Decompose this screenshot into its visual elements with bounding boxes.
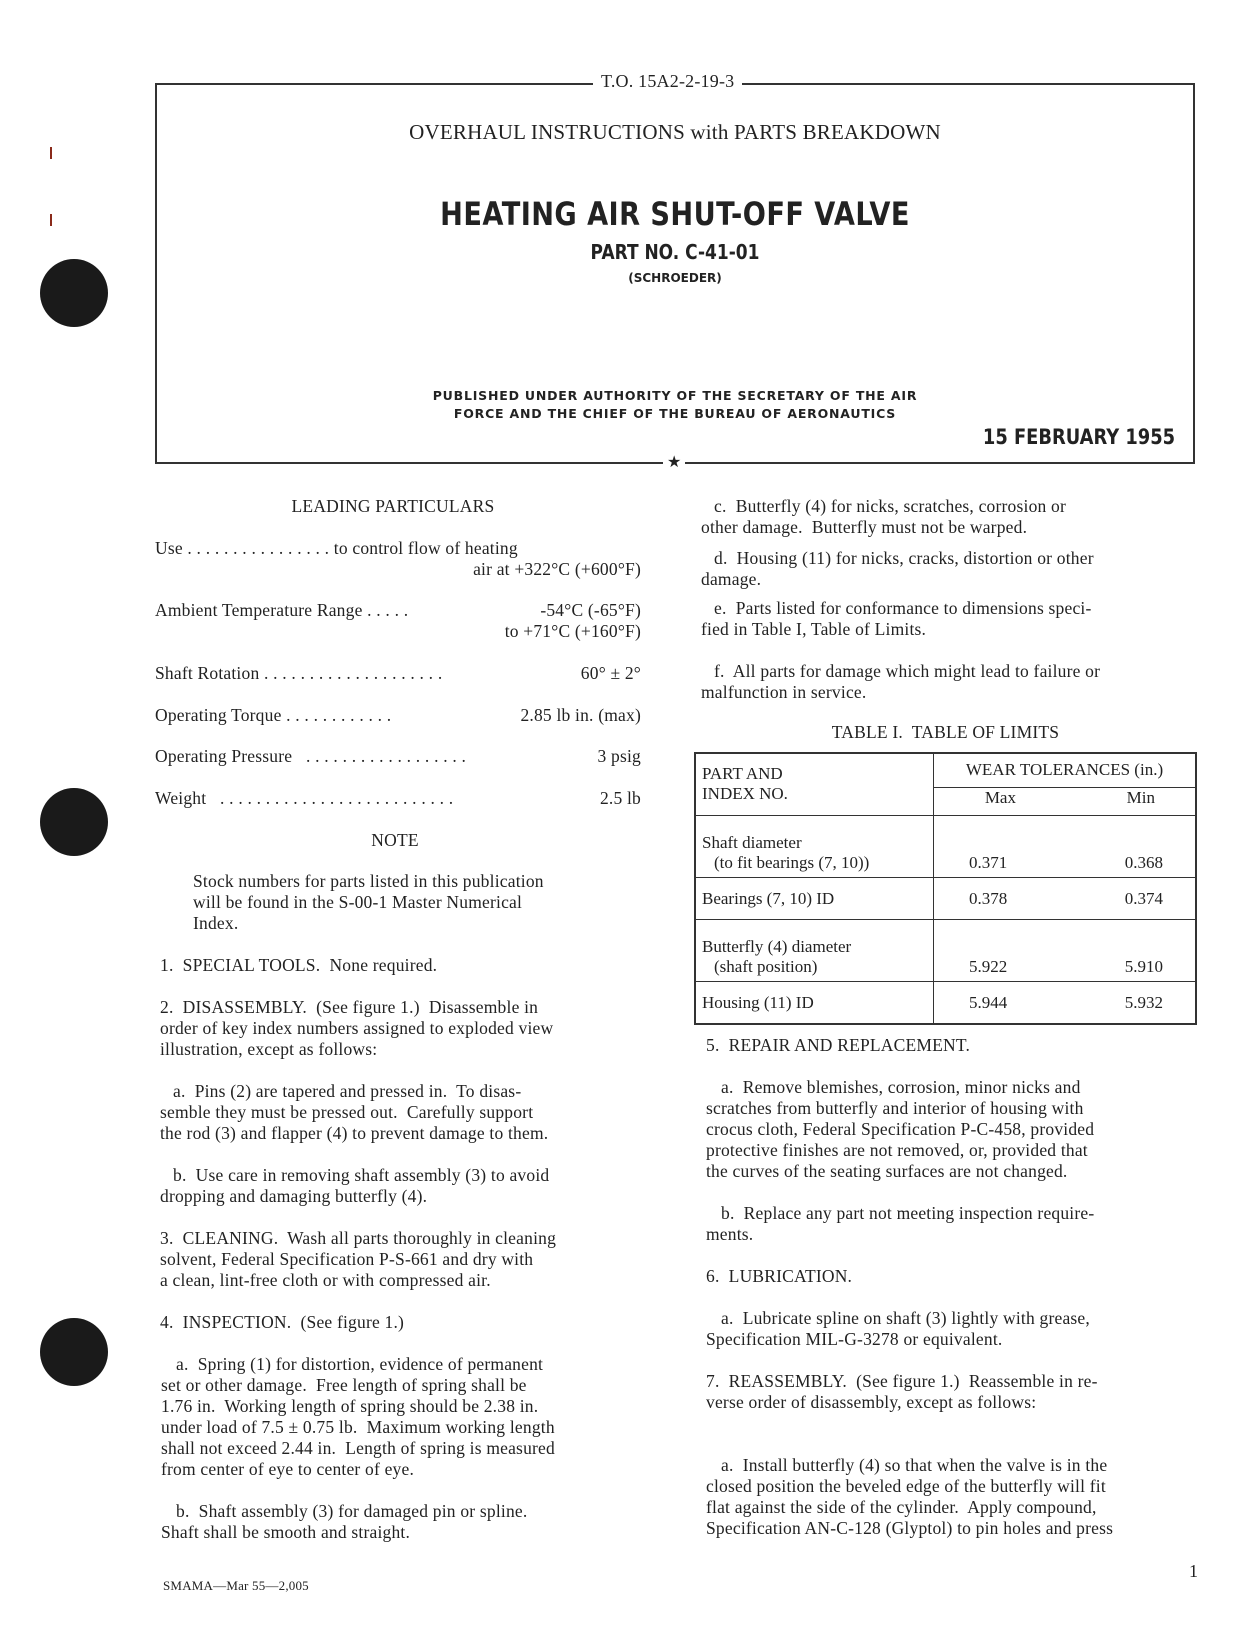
- inspection-a-line: shall not exceed 2.44 in. Length of spring is measured: [161, 1438, 555, 1458]
- shaft-rotation-label: Shaft Rotation . . . . . . . . . . . . . . . . . . . .: [155, 663, 443, 683]
- binder-hole-bottom: [40, 1318, 108, 1386]
- lubrication-a-line: Specification MIL-G-3278 or equivalent.: [706, 1329, 1003, 1349]
- table-row: [695, 920, 1196, 982]
- inspection-c-line: c. Butterfly (4) for nicks, scratches, corrosion or: [714, 496, 1067, 516]
- inspection-f-line: malfunction in service.: [701, 682, 867, 702]
- margin-mark: [50, 147, 52, 159]
- table-row: [695, 877, 1196, 919]
- table-of-limits: [694, 752, 1197, 1025]
- repair-b-line: b. Replace any part not meeting inspection require-: [721, 1203, 1095, 1223]
- header-max: Max: [934, 787, 1067, 815]
- repair-a-line: a. Remove blemishes, corrosion, minor nicks and: [721, 1077, 1081, 1097]
- inspection-a-line: set or other damage. Free length of spring shall be: [161, 1375, 527, 1395]
- max-cell: 0.371: [934, 815, 1067, 877]
- max-cell: 5.922: [934, 920, 1067, 982]
- manufacturer: (SCHROEDER): [628, 271, 722, 285]
- min-cell: 5.932: [1067, 982, 1196, 1024]
- disassembly-b-line: dropping and damaging butterfly (4).: [160, 1186, 428, 1206]
- repair-a-line: scratches from butterfly and interior of housing with: [706, 1098, 1084, 1118]
- header-part-line: PART AND: [702, 764, 783, 784]
- ambient-value-1: -54°C (-65°F): [540, 600, 641, 620]
- authority-line-1: PUBLISHED UNDER AUTHORITY OF THE SECRETARY OF THE AIR: [432, 388, 918, 403]
- star-mark: ★: [663, 452, 685, 472]
- inspection-f-line: f. All parts for damage which might lead to failure or: [714, 661, 1101, 681]
- note-line: Stock numbers for parts listed in this publication: [193, 871, 544, 891]
- document-title: HEATING AIR SHUT-OFF VALVE: [440, 195, 910, 233]
- disassembly-a-line: a. Pins (2) are tapered and pressed in. To disas-: [173, 1081, 522, 1101]
- torque-value: 2.85 lb in. (max): [520, 705, 641, 725]
- series-title: OVERHAUL INSTRUCTIONS with PARTS BREAKDOWN: [409, 120, 941, 144]
- weight-label: Weight . . . . . . . . . . . . . . . . . . . . . . . . . .: [155, 788, 454, 808]
- table-title: TABLE I. TABLE OF LIMITS: [831, 722, 1060, 742]
- part-cell: [695, 982, 934, 1024]
- cleaning-line: a clean, lint-free cloth or with compressed air.: [160, 1270, 491, 1290]
- torque-label: Operating Torque . . . . . . . . . . . .: [155, 705, 392, 725]
- header-part: [695, 753, 934, 815]
- header-min: Min: [1067, 787, 1196, 815]
- doc-number: T.O. 15A2-2-19-3: [593, 71, 742, 92]
- repair-a-line: the curves of the seating surfaces are not changed.: [706, 1161, 1068, 1181]
- disassembly-a-line: semble they must be pressed out. Carefully support: [160, 1102, 534, 1122]
- inspection-a-line: under load of 7.5 ± 0.75 lb. Maximum working length: [161, 1417, 555, 1437]
- lubrication-a-line: a. Lubricate spline on shaft (3) lightly with grease,: [721, 1308, 1090, 1328]
- ambient-label: Ambient Temperature Range . . . . .: [155, 600, 409, 620]
- part-line: Bearings (7, 10) ID: [702, 888, 835, 908]
- weight-value: 2.5 lb: [599, 788, 641, 808]
- inspection-c-line: other damage. Butterfly must not be warped.: [701, 517, 1028, 537]
- reassembly-a-line: a. Install butterfly (4) so that when the valve is in the: [721, 1455, 1108, 1475]
- inspection-b-line: b. Shaft assembly (3) for damaged pin or spline.: [176, 1501, 528, 1521]
- page-number: 1: [1189, 1561, 1199, 1581]
- repair-a-line: protective finishes are not removed, or, provided that: [706, 1140, 1088, 1160]
- inspection-b-line: Shaft shall be smooth and straight.: [161, 1522, 411, 1542]
- table-row: [695, 815, 1196, 877]
- inspection-e-line: fied in Table I, Table of Limits.: [701, 619, 927, 639]
- part-line: (to fit bearings (7, 10)): [714, 852, 870, 872]
- disassembly-a-line: the rod (3) and flapper (4) to prevent damage to them.: [160, 1123, 549, 1143]
- note-line: will be found in the S-00-1 Master Numerical: [193, 892, 523, 912]
- header-part-line: INDEX NO.: [702, 784, 788, 804]
- lubrication-heading: 6. LUBRICATION.: [706, 1266, 853, 1286]
- shaft-rotation-value: 60° ± 2°: [580, 663, 641, 683]
- header-wear: WEAR TOLERANCES (in.): [934, 753, 1197, 787]
- inspection-a-line: 1.76 in. Working length of spring should be 2.38 in.: [161, 1396, 539, 1416]
- reassembly-a-line: flat against the side of the cylinder. Apply compound,: [706, 1497, 1097, 1517]
- inspection-d-line: damage.: [701, 569, 762, 589]
- max-cell: 5.944: [934, 982, 1067, 1024]
- cleaning-line: solvent, Federal Specification P-S-661 and dry with: [160, 1249, 534, 1269]
- note-heading: NOTE: [371, 830, 419, 850]
- inspection-e-line: e. Parts listed for conformance to dimensions speci-: [714, 598, 1092, 618]
- inspection-a-line: a. Spring (1) for distortion, evidence of permanent: [176, 1354, 544, 1374]
- reassembly-a-line: Specification AN-C-128 (Glyptol) to pin holes and press: [706, 1518, 1114, 1538]
- footer-code: SMAMA—Mar 55—2,005: [163, 1578, 309, 1593]
- publication-date: 15 FEBRUARY 1955: [982, 425, 1175, 449]
- inspection-heading: 4. INSPECTION. (See figure 1.): [160, 1312, 405, 1332]
- special-tools: 1. SPECIAL TOOLS. None required.: [160, 955, 438, 975]
- note-line: Index.: [193, 913, 239, 933]
- part-cell: [695, 920, 934, 982]
- disassembly-line: order of key index numbers assigned to exploded view: [160, 1018, 554, 1038]
- binder-hole-middle: [40, 788, 108, 856]
- part-line: Housing (11) ID: [702, 992, 814, 1012]
- part-line: Shaft diameter: [702, 832, 802, 852]
- repair-a-line: crocus cloth, Federal Specification P-C-458, provided: [706, 1119, 1095, 1139]
- min-cell: 0.368: [1067, 815, 1196, 877]
- part-cell: [695, 815, 934, 877]
- use-label: Use . . . . . . . . . . . . . . . . to control flow of heating: [155, 538, 518, 558]
- reassembly-line: verse order of disassembly, except as follows:: [706, 1392, 1037, 1412]
- margin-mark: [50, 214, 52, 226]
- table-row: [695, 982, 1196, 1024]
- repair-b-line: ments.: [706, 1224, 754, 1244]
- binder-hole-top: [40, 259, 108, 327]
- inspection-a-line: from center of eye to center of eye.: [161, 1459, 415, 1479]
- leading-particulars-heading: LEADING PARTICULARS: [291, 496, 495, 516]
- ambient-value-2: to +71°C (+160°F): [504, 621, 641, 641]
- reassembly-line: 7. REASSEMBLY. (See figure 1.) Reassemble in re-: [706, 1371, 1098, 1391]
- max-cell: 0.378: [934, 877, 1067, 919]
- authority-line-2: FORCE AND THE CHIEF OF THE BUREAU OF AERONAUTICS: [453, 406, 897, 421]
- disassembly-line: 2. DISASSEMBLY. (See figure 1.) Disassemble in: [160, 997, 539, 1017]
- inspection-d-line: d. Housing (11) for nicks, cracks, distortion or other: [714, 548, 1094, 568]
- repair-heading: 5. REPAIR AND REPLACEMENT.: [706, 1035, 971, 1055]
- use-value: air at +322°C (+600°F): [473, 559, 641, 579]
- part-line: Butterfly (4) diameter: [702, 937, 852, 957]
- pressure-value: 3 psig: [597, 746, 641, 766]
- reassembly-a-line: closed position the beveled edge of the butterfly will fit: [706, 1476, 1106, 1496]
- disassembly-line: illustration, except as follows:: [160, 1039, 378, 1059]
- part-number: PART NO. C-41-01: [590, 240, 760, 264]
- cleaning-line: 3. CLEANING. Wash all parts thoroughly in cleaning: [160, 1228, 557, 1248]
- min-cell: 5.910: [1067, 920, 1196, 982]
- part-cell: [695, 877, 934, 919]
- part-line: (shaft position): [714, 957, 818, 977]
- pressure-label: Operating Pressure . . . . . . . . . . . . . . . . . .: [155, 746, 467, 766]
- disassembly-b-line: b. Use care in removing shaft assembly (3) to avoid: [173, 1165, 550, 1185]
- min-cell: 0.374: [1067, 877, 1196, 919]
